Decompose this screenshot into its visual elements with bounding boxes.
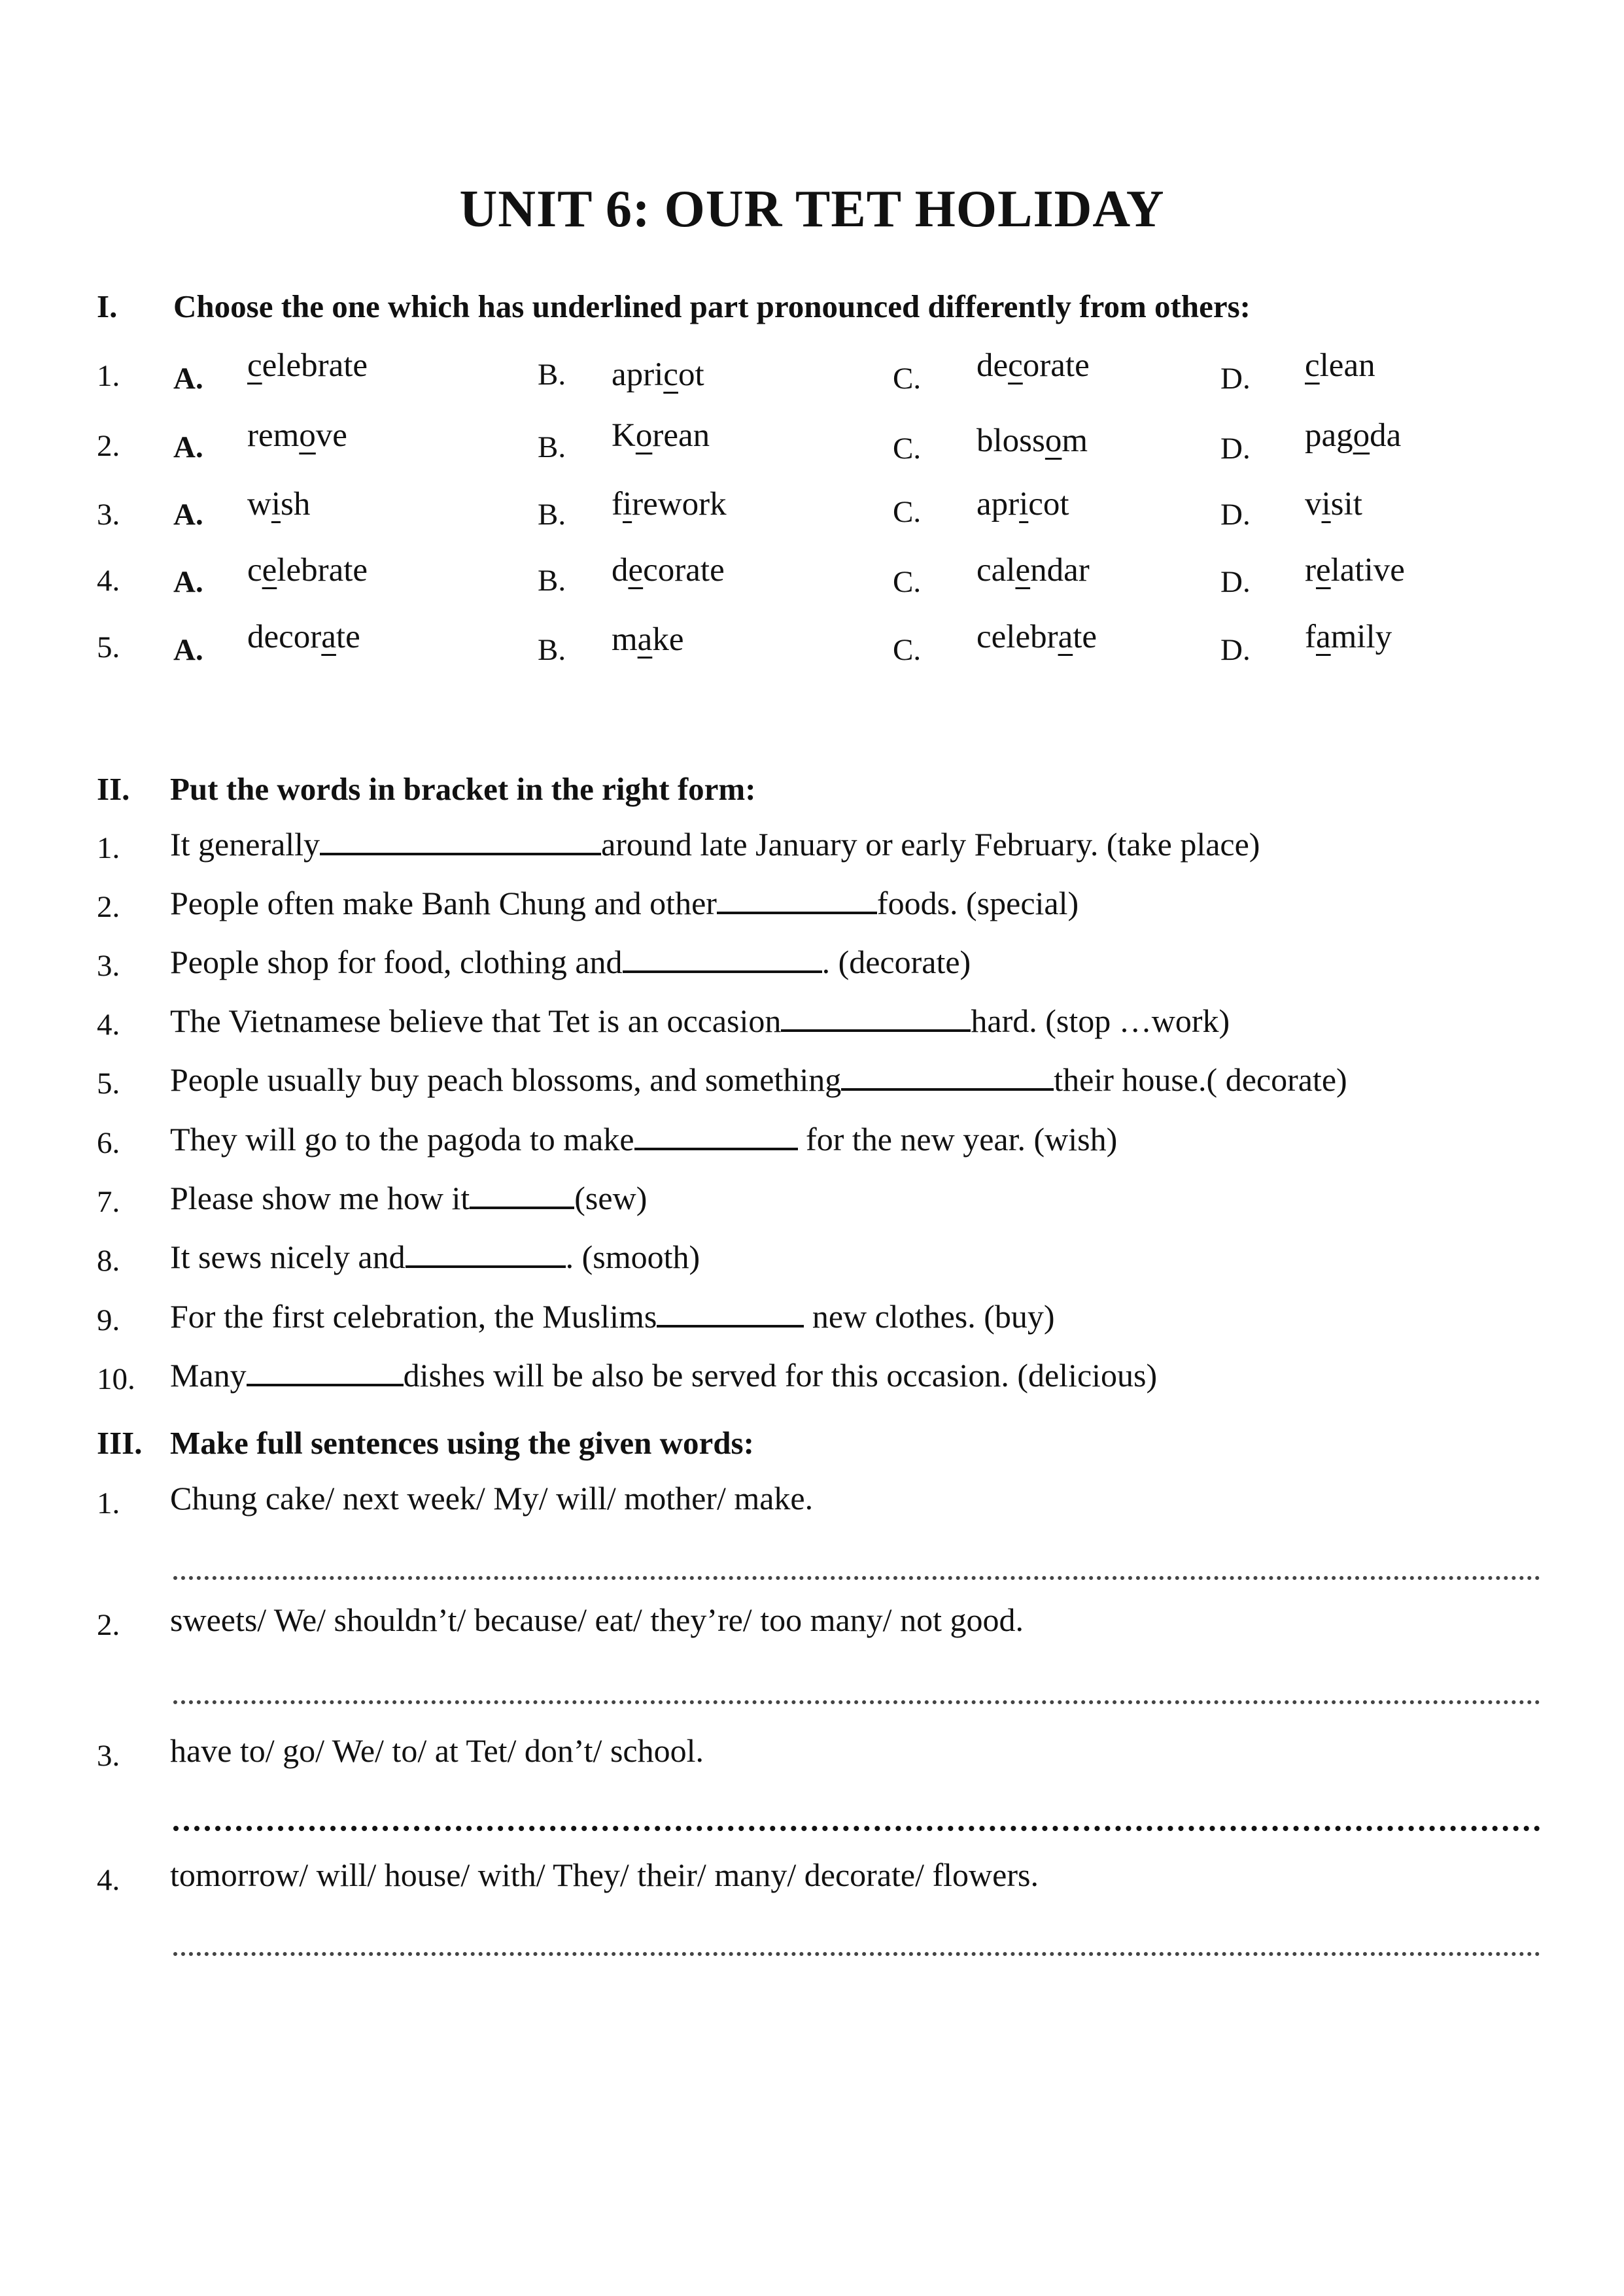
item-number: 8. <box>97 1244 120 1278</box>
word-part: v <box>1305 486 1322 523</box>
sentence-before: It sews nicely and <box>170 1239 406 1275</box>
option-word <box>612 551 725 589</box>
answer-blank[interactable] <box>406 1239 566 1268</box>
option-letter: A. <box>173 362 203 396</box>
sentence-after: for the new year. (wish) <box>797 1121 1118 1157</box>
word-part: apr <box>976 486 1020 523</box>
word-part: rean <box>652 417 710 454</box>
sentence-after: new clothes. (buy) <box>804 1298 1055 1335</box>
underlined-letter: c <box>1305 347 1320 384</box>
option-letter: B. <box>538 430 566 464</box>
sentence <box>170 884 1079 922</box>
word-part: celebr <box>976 619 1058 655</box>
option-word <box>612 485 727 523</box>
option-letter: D. <box>1220 565 1251 599</box>
word-part: rework <box>632 486 727 523</box>
sentence-after: (sew) <box>574 1180 648 1216</box>
word-part: lean <box>1319 347 1375 384</box>
answer-blank[interactable] <box>634 1122 798 1150</box>
answer-blank[interactable] <box>781 1003 971 1032</box>
word-part: r <box>1305 552 1316 589</box>
page-title: UNIT 6: OUR TET HOLIDAY <box>459 180 1165 238</box>
item-number: 3. <box>97 1739 120 1773</box>
underlined-letter: c <box>663 356 678 393</box>
option-letter: C. <box>893 633 922 667</box>
section-3-title: Make full sentences using the given words: <box>170 1425 754 1461</box>
question-number: 4. <box>97 564 120 598</box>
answer-line[interactable] <box>173 1826 1540 1831</box>
sentence <box>170 1061 1347 1099</box>
sentence-after: . (decorate) <box>821 944 971 980</box>
underlined-letter: e <box>262 552 277 589</box>
item-number: 2. <box>97 1608 120 1642</box>
underlined-letter: e <box>1315 552 1331 589</box>
underlined-letter: a <box>637 621 653 658</box>
sentence-before: People often make Banh Chung and other <box>170 885 717 921</box>
sentence <box>170 1179 647 1217</box>
underlined-letter: o <box>1045 422 1062 459</box>
option-word <box>976 485 1069 523</box>
word-part: sit <box>1330 486 1362 523</box>
item-number: 4. <box>97 1863 120 1897</box>
word-part: corate <box>643 552 725 589</box>
word-part: c <box>247 552 262 589</box>
word-part: bloss <box>976 422 1045 459</box>
item-number: 10. <box>97 1362 135 1396</box>
answer-blank[interactable] <box>470 1180 574 1209</box>
sentence-before: They will go to the pagoda to make <box>170 1121 634 1157</box>
option-letter: A. <box>173 565 203 599</box>
word-part: decor <box>247 619 322 655</box>
option-letter: A. <box>173 498 203 532</box>
option-letter: D. <box>1220 633 1251 667</box>
sentence-before: Many <box>170 1357 247 1394</box>
item-number: 7. <box>97 1185 120 1219</box>
word-part: lative <box>1330 552 1405 589</box>
word-part: da <box>1370 417 1402 454</box>
word-part: f <box>1305 619 1316 655</box>
option-letter: C. <box>893 495 922 529</box>
section-1-title: Choose the one which has underlined part pronounced differently from others: <box>173 288 1251 324</box>
item-number: 4. <box>97 1008 120 1042</box>
sentence <box>170 1002 1230 1040</box>
option-word <box>612 621 683 659</box>
section-1-number: I. <box>97 288 118 324</box>
question-number: 1. <box>97 359 120 393</box>
answer-blank[interactable] <box>717 885 877 914</box>
underlined-letter: i <box>1019 486 1029 523</box>
word-part: lebrate <box>277 552 368 589</box>
option-letter: B. <box>538 358 566 392</box>
option-word <box>976 618 1097 656</box>
item-number: 3. <box>97 949 120 983</box>
sentence-after: dishes will be also be served for this occasion. (delicious) <box>403 1357 1158 1394</box>
option-word <box>1305 485 1362 523</box>
word-part: ot <box>678 356 704 393</box>
word-part: rem <box>247 417 300 454</box>
answer-blank[interactable] <box>841 1062 1054 1091</box>
option-letter: A. <box>173 633 203 667</box>
word-part: elebrate <box>262 347 368 384</box>
underlined-letter: a <box>1058 619 1073 655</box>
sentence-before: People shop for food, clothing and <box>170 944 623 980</box>
word-part: te <box>336 619 360 655</box>
question-number: 2. <box>97 429 120 463</box>
sentence-before: Please show me how it <box>170 1180 470 1216</box>
sentence-after: their house.( decorate) <box>1054 1061 1347 1098</box>
underlined-letter: e <box>1015 552 1031 589</box>
option-letter: C. <box>893 362 922 396</box>
sentence <box>170 1297 1055 1335</box>
option-word <box>1305 551 1405 589</box>
section-3-number: III. <box>97 1425 143 1461</box>
word-part: m <box>612 621 638 658</box>
option-letter: B. <box>538 633 566 667</box>
option-word <box>612 417 710 454</box>
answer-blank[interactable] <box>320 827 601 855</box>
option-word <box>976 347 1090 385</box>
underlined-letter: c <box>1008 347 1023 384</box>
option-word <box>247 417 347 454</box>
sentence <box>170 1238 700 1276</box>
option-letter: A. <box>173 430 203 464</box>
underlined-letter: a <box>321 619 336 655</box>
question-number: 3. <box>97 498 120 532</box>
sentence-before: People usually buy peach blossoms, and something <box>170 1061 842 1098</box>
sentence <box>170 943 971 981</box>
underlined-letter: i <box>622 486 632 523</box>
prompt-words: tomorrow/ will/ house/ with/ They/ their/ many/ decorate/ flowers. <box>170 1857 1039 1893</box>
underlined-letter: o <box>635 417 653 454</box>
option-word <box>247 551 368 589</box>
word-part: sh <box>281 486 311 523</box>
sentence-after: foods. (special) <box>876 885 1079 921</box>
item-number: 6. <box>97 1126 120 1160</box>
option-letter: D. <box>1220 362 1251 396</box>
underlined-letter: i <box>271 486 281 523</box>
word-part: f <box>612 486 623 523</box>
option-word <box>1305 347 1375 385</box>
item-number: 9. <box>97 1303 120 1337</box>
sentence-after: around late January or early February. (take place) <box>601 826 1260 863</box>
word-part: w <box>247 486 271 523</box>
option-word <box>247 618 360 656</box>
option-letter: D. <box>1220 498 1251 532</box>
option-letter: B. <box>538 498 566 532</box>
word-part: de <box>976 347 1009 384</box>
sentence-after: . (smooth) <box>565 1239 700 1275</box>
word-part: cot <box>1028 486 1069 523</box>
sentence <box>170 825 1260 863</box>
sentence <box>170 1120 1117 1158</box>
answer-line[interactable] <box>173 1576 1540 1580</box>
word-part: m <box>1062 422 1088 459</box>
answer-line[interactable] <box>173 1700 1540 1704</box>
underlined-letter: a <box>1315 619 1331 655</box>
option-word <box>612 356 704 394</box>
sentence-before: For the first celebration, the Muslims <box>170 1298 657 1335</box>
underlined-letter: o <box>1353 417 1370 454</box>
word-part: d <box>612 552 629 589</box>
option-word <box>1305 417 1401 454</box>
word-part: orate <box>1022 347 1090 384</box>
underlined-letter: o <box>299 417 316 454</box>
answer-blank[interactable] <box>623 944 822 973</box>
option-word <box>976 551 1090 589</box>
item-number: 5. <box>97 1067 120 1101</box>
sentence-before: It generally <box>170 826 320 863</box>
option-word <box>247 347 368 385</box>
word-part: cal <box>976 552 1016 589</box>
prompt-words: Chung cake/ next week/ My/ will/ mother/ make. <box>170 1480 814 1516</box>
underlined-letter: i <box>1321 486 1331 523</box>
word-part: ke <box>652 621 684 658</box>
word-part: ndar <box>1030 552 1090 589</box>
answer-blank[interactable] <box>247 1358 404 1386</box>
prompt-words: sweets/ We/ shouldn’t/ because/ eat/ they’re/ too many/ not good. <box>170 1602 1024 1638</box>
item-number: 1. <box>97 831 120 865</box>
section-2-number: II. <box>97 771 130 807</box>
option-letter: B. <box>538 564 566 598</box>
word-part: K <box>612 417 636 454</box>
word-part: ve <box>315 417 347 454</box>
word-part: mily <box>1330 619 1392 655</box>
underlined-letter: e <box>628 552 644 589</box>
word-part: apri <box>612 356 664 393</box>
option-word <box>247 485 310 523</box>
option-letter: D. <box>1220 432 1251 466</box>
question-number: 5. <box>97 630 120 664</box>
sentence <box>170 1356 1157 1394</box>
answer-line[interactable] <box>173 1952 1540 1956</box>
answer-blank[interactable] <box>657 1299 804 1328</box>
option-word <box>976 422 1088 460</box>
section-2-title: Put the words in bracket in the right form: <box>170 771 756 807</box>
underlined-letter: c <box>247 347 262 384</box>
sentence-before: The Vietnamese believe that Tet is an occasion <box>170 1002 782 1039</box>
option-letter: C. <box>893 432 922 466</box>
word-part: te <box>1073 619 1097 655</box>
item-number: 1. <box>97 1486 120 1520</box>
option-letter: C. <box>893 565 922 599</box>
prompt-words: have to/ go/ We/ to/ at Tet/ don’t/ school. <box>170 1732 704 1769</box>
item-number: 2. <box>97 890 120 924</box>
sentence-after: hard. (stop …work) <box>971 1002 1230 1039</box>
option-word <box>1305 618 1392 656</box>
word-part: pag <box>1305 417 1353 454</box>
